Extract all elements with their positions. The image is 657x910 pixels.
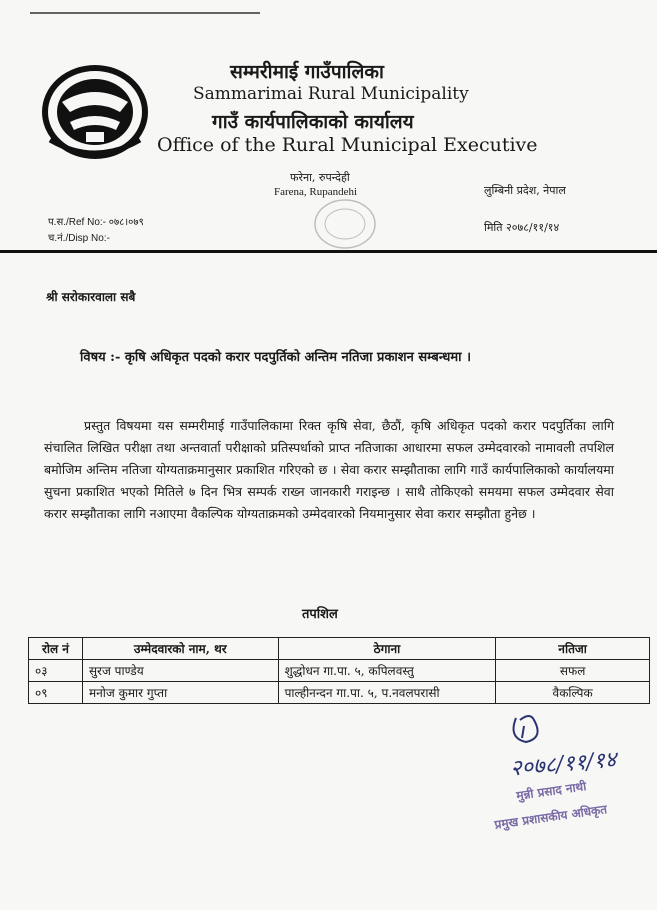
header-result: नतिजा xyxy=(496,638,650,660)
letter-date: मिति २०७८/११/१४ xyxy=(484,221,560,234)
cell-candidate-name: सुरज पाण्डेय xyxy=(82,660,278,682)
cell-roll-no: ०९ xyxy=(29,682,83,704)
body-paragraph: प्रस्तुत विषयमा यस सम्मरीमाई गाउँपालिकामा रिक्त कृषि सेवा, छैठौं, कृषि अधिकृत पदको करार पदपुर्तिका लागि संचालित लिखित परीक्षा तथा अन्तवार्ता परीक्षाको प्रतिस्पर्धाको प्राप्त नतिजाका आधारमा सफल उम्मेदवारको नामावली तपशिल बमोजिम अन्तिम नतिजा योग्यताक्रमानुसार प्रकाशित गरिएको छ । सेवा करार सम्झौताका लागि गाउँ कार्यपालिकाको कार्यालयमा सुचना प्रकाशित भएको मितिले ७ दिन भित्र सम्पर्क राख्न जानकारी गराइन्छ । साथै तोकिएको समयमा सफल उम्मेदवार सेवा करार सम्झौताका लागि नआएमा वैकल्पिक योग्यताक्रमको उम्मेदवारको नियमानुसार सेवा करार सम्झौता हुनेछ । xyxy=(44,418,614,521)
header-candidate-name: उम्मेदवारको नाम, थर xyxy=(82,638,278,660)
table-header-row xyxy=(29,638,650,660)
signatory-name: मुन्नी प्रसाद नाथी xyxy=(515,779,588,803)
signature-date: २०७८/११/१४ xyxy=(509,747,618,782)
cell-candidate-name: मनोज कुमार गुप्ता xyxy=(82,682,278,704)
address-english: Farena, Rupandehi xyxy=(274,186,358,198)
reference-number: प.स./Ref No:- ०७८।०७९ xyxy=(48,217,144,228)
municipality-name-english: Sammarimai Rural Municipality xyxy=(193,84,469,104)
header-divider xyxy=(0,250,657,253)
address-nepali: फरेना, रुपन्देही xyxy=(290,171,350,184)
signatory-title: प्रमुख प्रशासकीय अधिकृत xyxy=(493,802,608,832)
office-name-english: Office of the Rural Municipal Executive xyxy=(157,134,538,156)
municipality-name-nepali: सम्मरीमाई गाउँपालिका xyxy=(230,61,384,83)
table-row xyxy=(29,660,650,682)
office-stamp xyxy=(312,196,378,252)
salutation: श्री सरोकारवाला सबै xyxy=(46,290,136,304)
header-address: ठेगाना xyxy=(278,638,496,660)
top-edge-mark xyxy=(30,12,260,14)
results-table xyxy=(28,637,650,704)
cell-roll-no: ०३ xyxy=(29,660,83,682)
province-label: लुम्बिनी प्रदेश, नेपाल xyxy=(484,184,566,197)
subject-line: विषय :- कृषि अधिकृत पदको करार पदपुर्तिको अन्तिम नतिजा प्रकाशन सम्बन्धमा । xyxy=(80,350,471,365)
cell-address: शुद्धोधन गा.पा. ५, कपिलवस्तु xyxy=(278,660,496,682)
dispatch-number: च.नं./Disp No:- xyxy=(48,233,110,244)
nepal-emblem-logo xyxy=(40,62,150,162)
table-title: तपशिल xyxy=(302,607,338,622)
office-name-nepali: गाउँ कार्यपालिकाको कार्यालय xyxy=(212,111,414,133)
cell-result: वैकल्पिक xyxy=(496,682,650,704)
cell-result: सफल xyxy=(496,660,650,682)
header-roll-no: रोल नं xyxy=(29,638,83,660)
cell-address: पाल्हीनन्दन गा.पा. ५, प.नवलपरासी xyxy=(278,682,496,704)
